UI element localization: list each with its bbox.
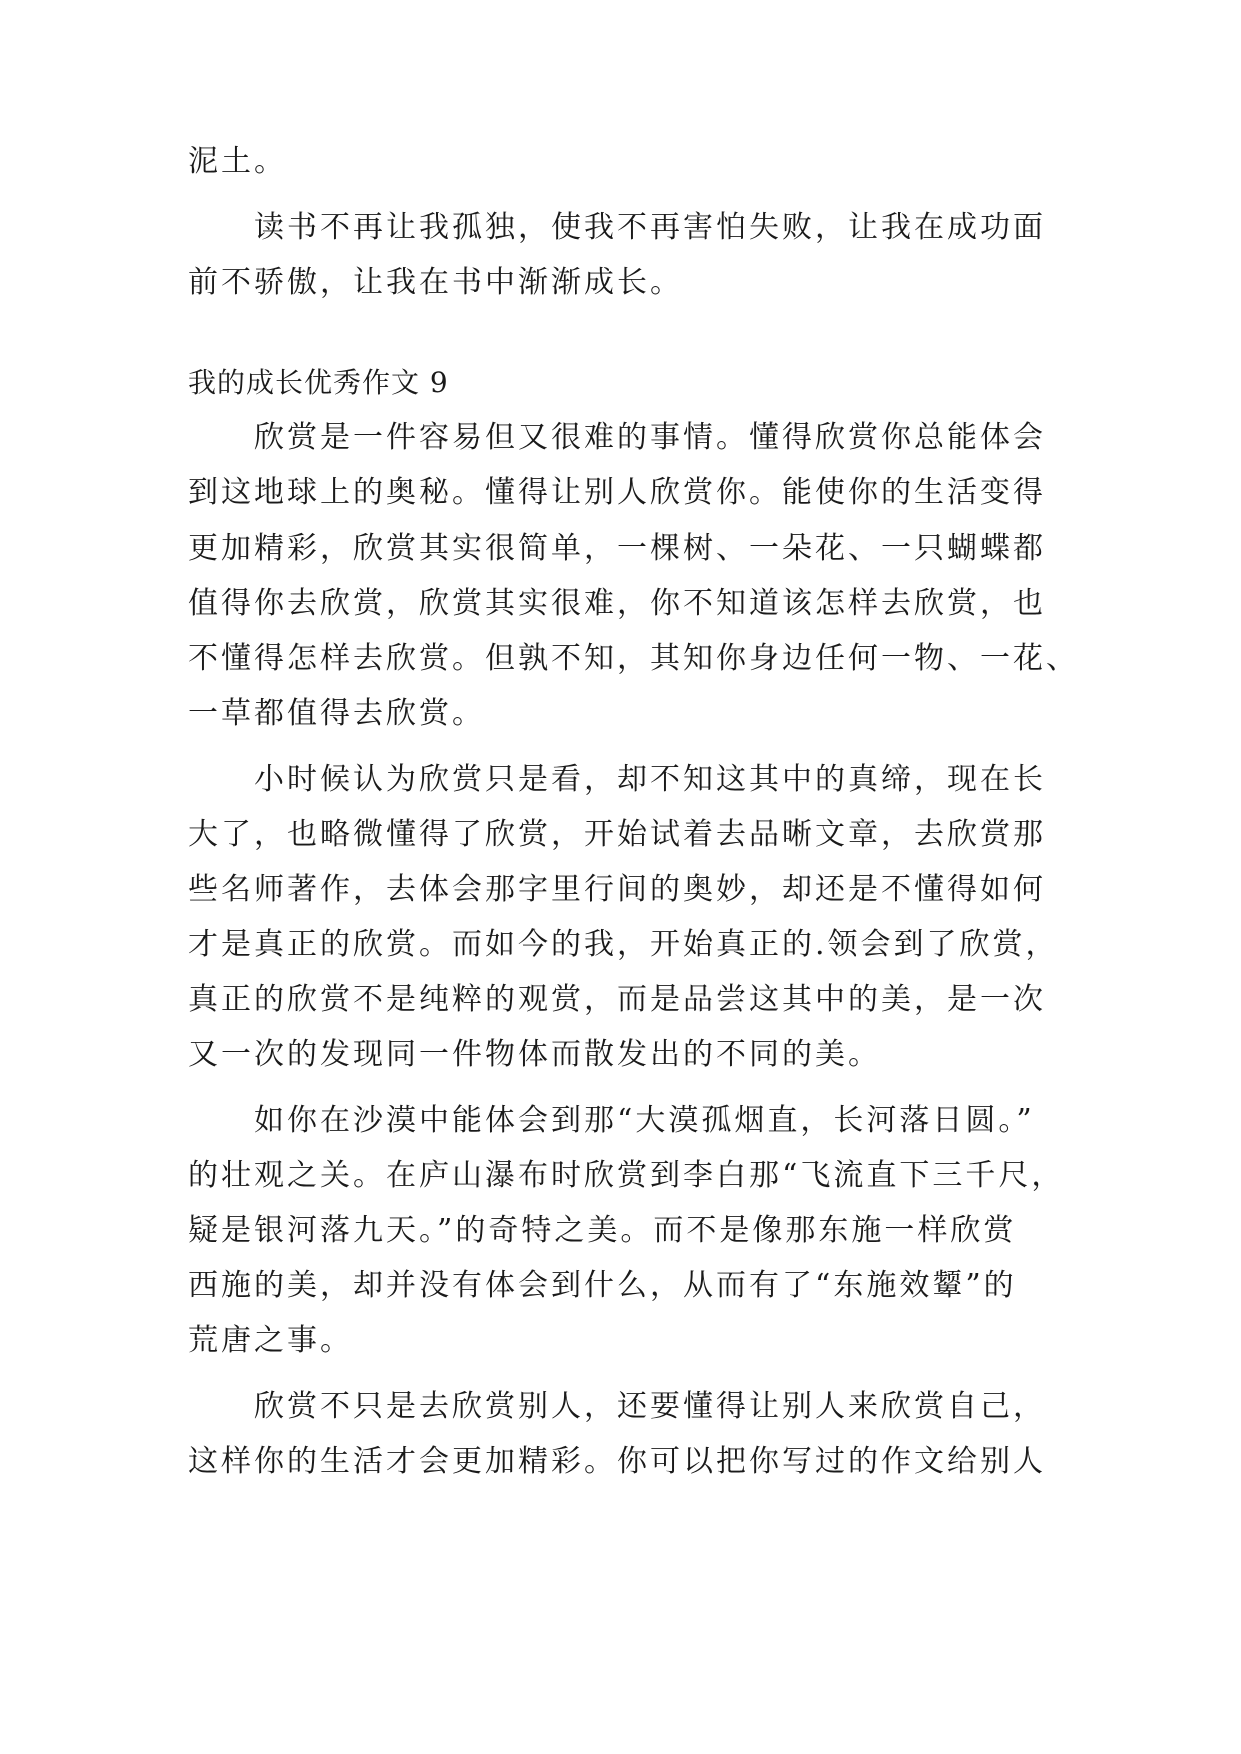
text-line: 前不骄傲，让我在书中渐渐成长。 [188,265,683,300]
paragraph-first-line: 欣赏是一件容易但又很难的事情。懂得欣赏你总能体会 [254,420,1046,455]
paragraph-first-line: 小时候认为欣赏只是看，却不知这其中的真缔，现在长 [254,762,1046,797]
text-line: 些名师著作，去体会那字里行间的奥妙，却还是不懂得如何 [188,872,1046,907]
text-line: 这样你的生活才会更加精彩。你可以把你写过的作文给别人 [188,1444,1046,1479]
paragraph-first-line: 如你在沙漠中能体会到那“大漠孤烟直，长河落日圆。” [254,1103,1035,1138]
text-line: 大了，也略微懂得了欣赏，开始试着去品晰文章，去欣赏那 [188,817,1046,852]
text-line: 又一次的发现同一件物体而散发出的不同的美。 [188,1037,881,1072]
text-line: 西施的美，却并没有体会到什么，从而有了“东施效颦”的 [188,1268,1017,1303]
text-line: 到这地球上的奥秘。懂得让别人欣赏你。能使你的生活变得 [188,475,1046,510]
text-line: 真正的欣赏不是纯粹的观赏，而是品尝这其中的美，是一次 [188,982,1046,1017]
text-line: 不懂得怎样去欣赏。但孰不知，其知你身边任何一物、一花、 [188,641,1079,676]
text-line: 泥土。 [188,144,287,179]
section-title: 我的成长优秀作文 9 [188,366,449,399]
text-line: 才是真正的欣赏。而如今的我，开始真正的.领会到了欣赏， [188,927,1059,962]
text-line: 疑是银河落九天。”的奇特之美。而不是像那东施一样欣赏 [188,1213,1017,1248]
text-line: 值得你去欣赏，欣赏其实很难，你不知道该怎样去欣赏，也 [188,586,1046,621]
paragraph-first-line: 欣赏不只是去欣赏别人，还要懂得让别人来欣赏自己， [254,1389,1046,1424]
text-line: 荒唐之事。 [188,1323,353,1358]
text-line: 一草都值得去欣赏。 [188,696,485,731]
text-line: 的壮观之关。在庐山瀑布时欣赏到李白那“飞流直下三千尺， [188,1158,1065,1193]
text-line: 更加精彩，欣赏其实很简单，一棵树、一朵花、一只蝴蝶都 [188,531,1046,566]
paragraph-first-line: 读书不再让我孤独，使我不再害怕失败，让我在成功面 [254,210,1046,245]
